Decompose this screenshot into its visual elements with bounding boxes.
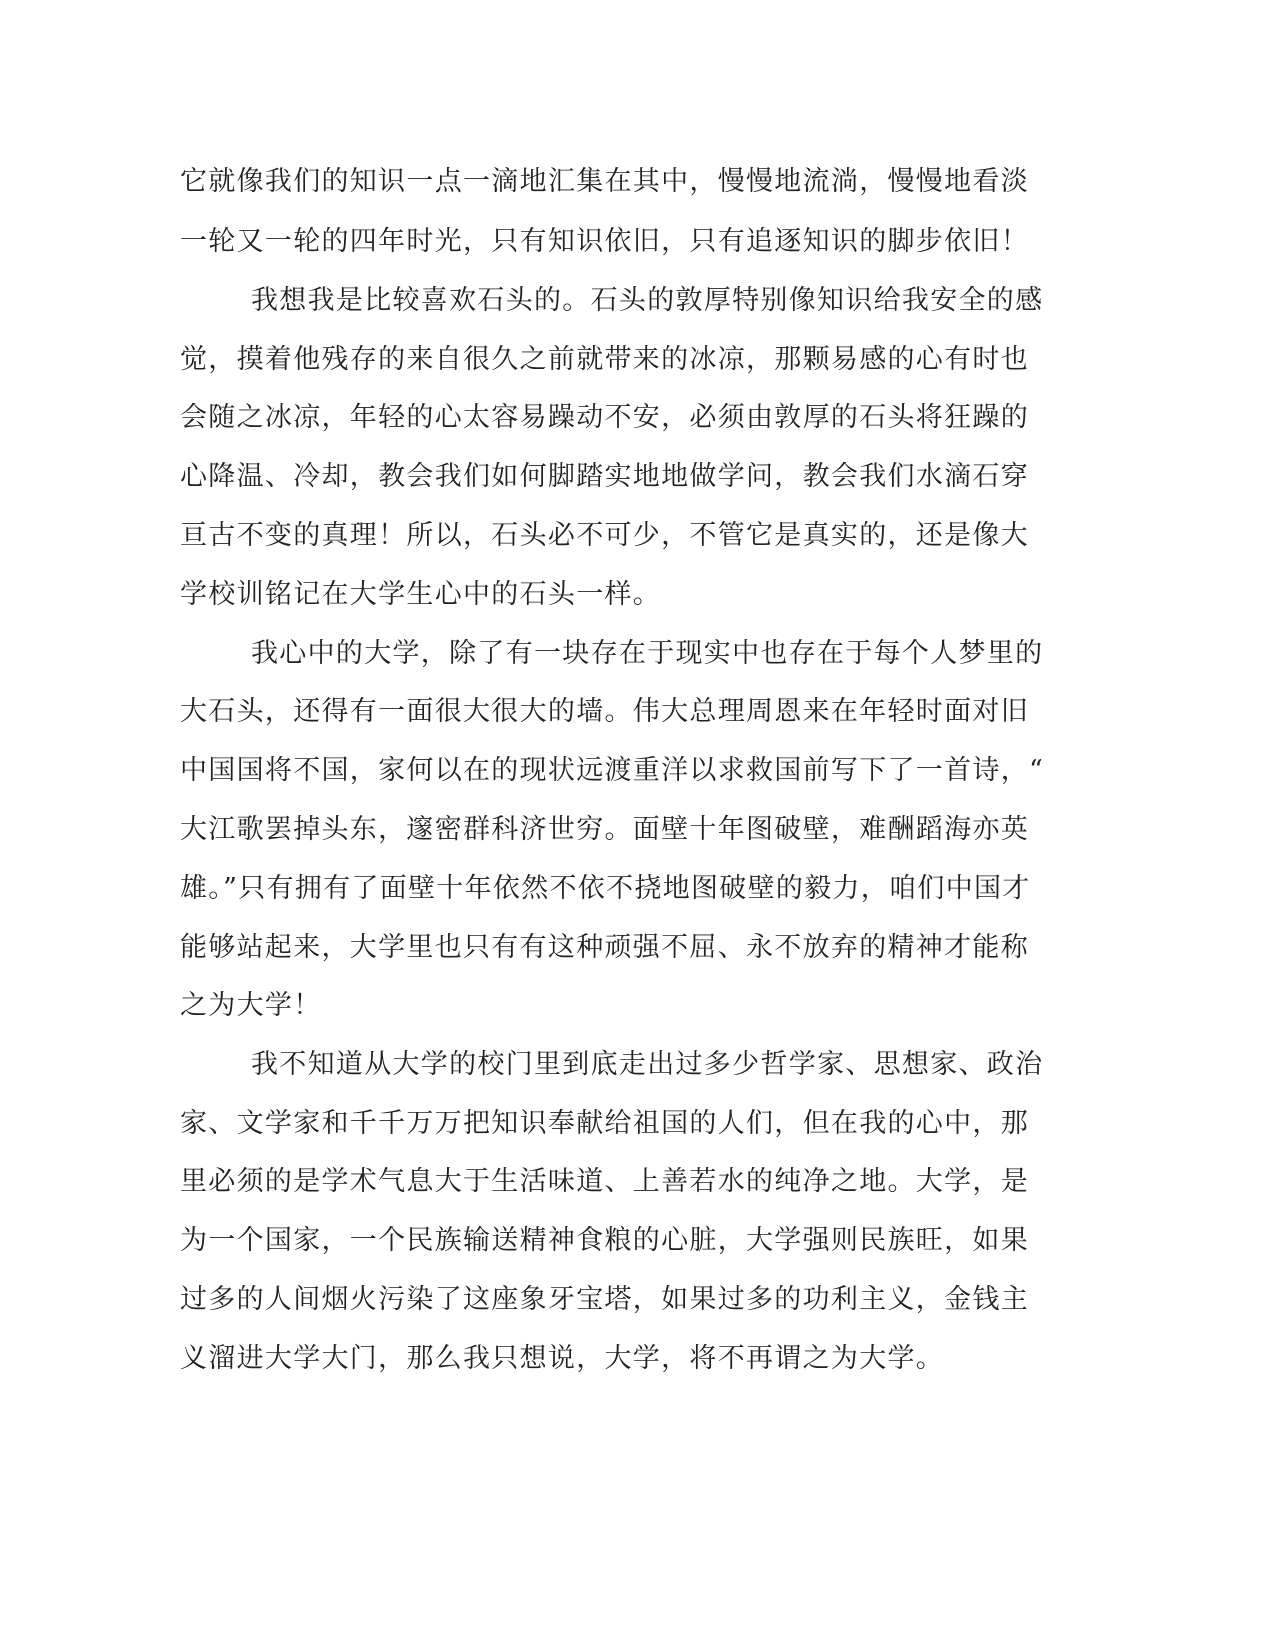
paragraph-2-line-1: 我想我是比较喜欢石头的。石头的敦厚特别像知识给我安全的感 — [251, 285, 1044, 316]
paragraph-3-line-3: 中国国将不国，家何以在的现状远渡重洋以求救国前写下了一首诗，“ — [180, 755, 1045, 786]
paragraph-3-line-6: 能够站起来，大学里也只有有这种顽强不屈、永不放弃的精神才能称 — [180, 932, 1029, 963]
paragraph-4-line-6: 义溜进大学大门，那么我只想说，大学，将不再谓之为大学。 — [180, 1343, 945, 1374]
paragraph-3-line-2: 大石头，还得有一面很大很大的墙。伟大总理周恩来在年轻时面对旧 — [180, 696, 1029, 727]
paragraph-3-line-7: 之为大学！ — [180, 990, 322, 1021]
paragraph-3-line-1: 我心中的大学，除了有一块存在于现实中也存在于每个人梦里的 — [251, 638, 1044, 669]
paragraph-4-line-2: 家、文学家和千千万万把知识奉献给祖国的人们，但在我的心中，那 — [180, 1108, 1029, 1139]
paragraph-4-line-4: 为一个国家，一个民族输送精神食粮的心脏，大学强则民族旺，如果 — [180, 1225, 1029, 1256]
paragraph-4-line-1: 我不知道从大学的校门里到底走出过多少哲学家、思想家、政治 — [251, 1049, 1044, 1080]
paragraph-2-line-3: 会随之冰凉，年轻的心太容易躁动不安，必须由敦厚的石头将狂躁的 — [180, 402, 1029, 433]
paragraph-1-line-1: 它就像我们的知识一点一滴地汇集在其中，慢慢地流淌，慢慢地看淡 — [180, 166, 1029, 197]
paragraph-4-line-5: 过多的人间烟火污染了这座象牙宝塔，如果过多的功利主义，金钱主 — [180, 1284, 1029, 1315]
paragraph-2-line-2: 觉，摸着他残存的来自很久之前就带来的冰凉，那颗易感的心有时也 — [180, 344, 1029, 375]
paragraph-2-line-5: 亘古不变的真理！所以，石头必不可少，不管它是真实的，还是像大 — [180, 520, 1029, 551]
paragraph-4-line-3: 里必须的是学术气息大于生活味道、上善若水的纯净之地。大学，是 — [180, 1166, 1029, 1197]
paragraph-2-line-6: 学校训铭记在大学生心中的石头一样。 — [180, 579, 662, 610]
paragraph-3-line-4: 大江歌罢掉头东，邃密群科济世穷。面壁十年图破壁，难酬蹈海亦英 — [180, 814, 1029, 845]
paragraph-3-line-5: 雄。”只有拥有了面壁十年依然不依不挠地图破壁的毅力，咱们中国才 — [180, 873, 1031, 904]
paragraph-1-line-2: 一轮又一轮的四年时光，只有知识依旧，只有追逐知识的脚步依旧！ — [180, 226, 1029, 257]
paragraph-2-line-4: 心降温、冷却，教会我们如何脚踏实地地做学问，教会我们水滴石穿 — [180, 461, 1029, 492]
